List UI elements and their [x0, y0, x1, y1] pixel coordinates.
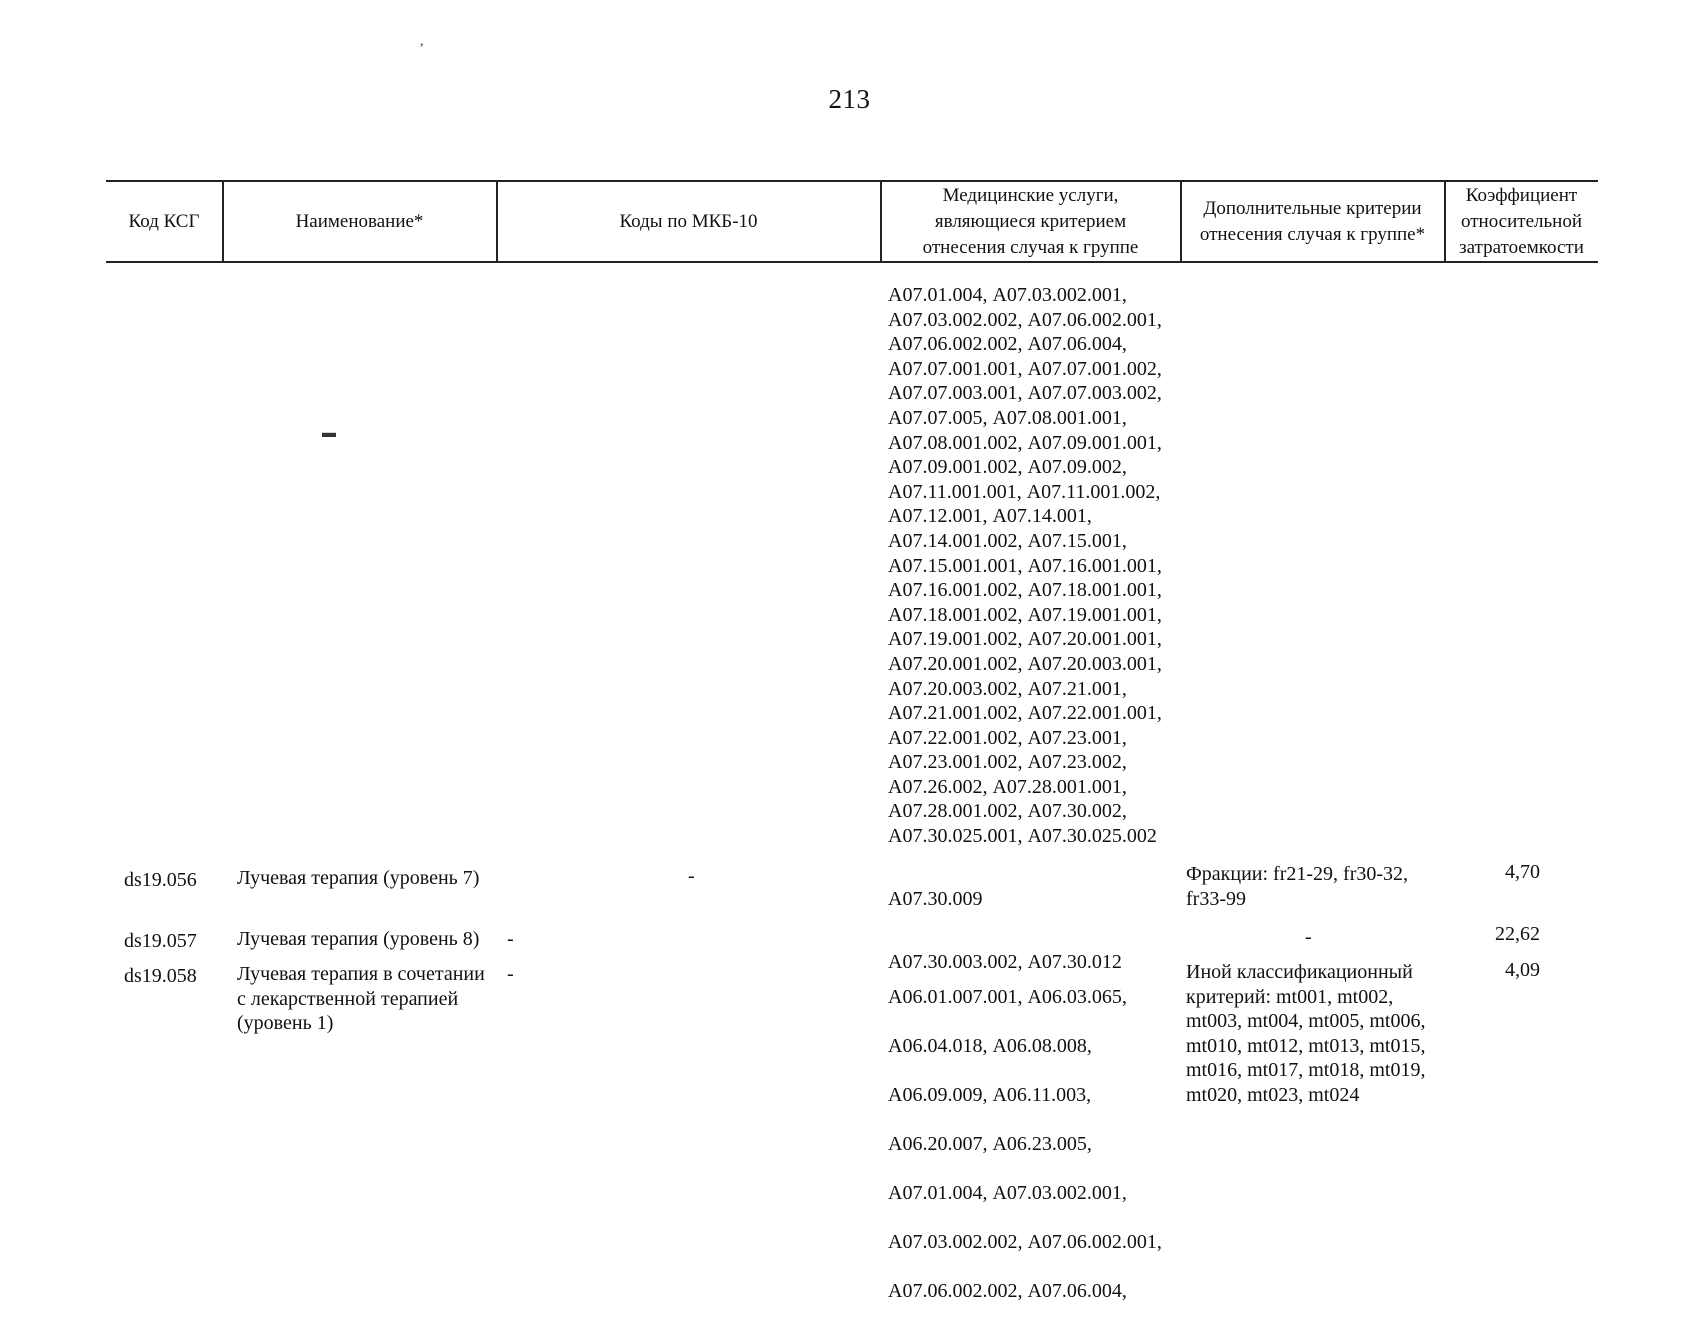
- table-header: [106, 180, 1598, 263]
- page-number: 213: [828, 84, 871, 114]
- continuation-services-list: [888, 283, 1162, 849]
- header-criteria: Дополнительные критерии отнесения случая к группе*: [1199, 197, 1426, 245]
- row-criteria: Фракции: fr21-29, fr30-32, fr33-99: [1186, 863, 1409, 910]
- header-bottom-rule: [106, 261, 1598, 263]
- service-codes-line: А07.22.001.002, А07.23.001,: [888, 726, 1127, 749]
- service-codes-line: А07.03.002.002, А07.06.002.001,: [888, 308, 1162, 331]
- service-codes-line: А06.09.009, А06.11.003,: [888, 1083, 1092, 1106]
- row-icd: -: [688, 865, 695, 887]
- service-codes-line: А07.28.001.002, А07.30.002,: [888, 800, 1127, 823]
- service-codes-line: А07.07.003.001, А07.07.003.002,: [888, 382, 1162, 405]
- service-codes-line: А07.11.001.001, А07.11.001.002,: [888, 480, 1161, 503]
- row-criteria: -: [1305, 926, 1312, 948]
- service-codes-line: А07.23.001.002, А07.23.002,: [888, 751, 1127, 774]
- service-codes-line: А06.04.018, А06.08.008,: [888, 1034, 1092, 1057]
- service-codes-line: А07.20.003.002, А07.21.001,: [888, 677, 1127, 700]
- service-codes-line: А07.16.001.002, А07.18.001.001,: [888, 579, 1162, 602]
- service-codes-line: А07.14.001.002, А07.15.001,: [888, 529, 1127, 552]
- row-services: [888, 960, 1162, 1328]
- row-name: Лучевая терапия (уровень 8): [237, 928, 480, 950]
- service-codes-line: А07.06.002.002, А07.06.004,: [888, 333, 1127, 356]
- service-codes-line: А06.20.007, А06.23.005,: [888, 1132, 1092, 1155]
- row-coefficient: 22,62: [1495, 923, 1540, 945]
- service-codes-line: А07.08.001.002, А07.09.001.001,: [888, 431, 1162, 454]
- header-name: Наименование*: [295, 210, 424, 232]
- service-codes-line: А07.15.001.001, А07.16.001.001,: [888, 554, 1162, 577]
- row-icd: -: [507, 928, 514, 950]
- row-code: ds19.058: [124, 965, 197, 987]
- service-codes-line: А07.09.001.002, А07.09.002,: [888, 456, 1127, 479]
- service-codes-line: А07.26.002, А07.28.001.001,: [888, 775, 1127, 798]
- row-icd: -: [507, 963, 514, 985]
- header-icd: Коды по МКБ-10: [619, 210, 758, 232]
- service-codes-line: А07.20.001.002, А07.20.003.001,: [888, 652, 1162, 675]
- header-services: Медицинские услуги, являющиеся критерием отнесения случая к группе: [922, 184, 1139, 258]
- scan-speck: ▬: [322, 426, 336, 441]
- service-codes-line: А07.18.001.002, А07.19.001.001,: [888, 603, 1162, 626]
- header-code: Код КСГ: [128, 210, 200, 232]
- service-codes-line: А07.30.025.001, А07.30.025.002: [888, 825, 1157, 848]
- row-code: ds19.057: [124, 930, 197, 952]
- service-codes-line: А07.06.002.002, А07.06.004,: [888, 1279, 1127, 1302]
- service-codes-line: А07.01.004, А07.03.002.001,: [888, 284, 1127, 306]
- row-name: Лучевая терапия в сочетании с лекарственной терапией (уровень 1): [237, 963, 485, 1034]
- row-code: ds19.056: [124, 869, 197, 891]
- header-coefficient: Коэффициент относительной затратоемкости: [1459, 184, 1584, 258]
- service-codes-line: А07.07.001.001, А07.07.001.002,: [888, 357, 1162, 380]
- row-name: Лучевая терапия (уровень 7): [237, 867, 480, 889]
- service-codes-line: А07.12.001, А07.14.001,: [888, 505, 1092, 528]
- scan-speck: ,: [420, 34, 424, 49]
- service-codes-line: А07.30.003.002, А07.30.012: [888, 950, 1122, 973]
- service-codes-line: А06.01.007.001, А06.03.065,: [888, 985, 1127, 1008]
- service-codes-line: А07.21.001.002, А07.22.001.001,: [888, 702, 1162, 725]
- service-codes-line: А07.01.004, А07.03.002.001,: [888, 1181, 1127, 1204]
- row-coefficient: 4,09: [1505, 959, 1540, 981]
- service-codes-line: А07.30.009: [888, 887, 983, 910]
- row-criteria: Иной классификационный критерий: mt001, mt002, mt003, mt004, mt005, mt006, mt010, mt012, mt013, mt015, mt016, mt017, mt018, mt019, mt020, mt023, mt024: [1186, 961, 1426, 1106]
- row-coefficient: 4,70: [1505, 861, 1540, 883]
- service-codes-line: А07.07.005, А07.08.001.001,: [888, 406, 1127, 429]
- service-codes-line: А07.19.001.002, А07.20.001.001,: [888, 628, 1162, 651]
- service-codes-line: А07.03.002.002, А07.06.002.001,: [888, 1230, 1162, 1253]
